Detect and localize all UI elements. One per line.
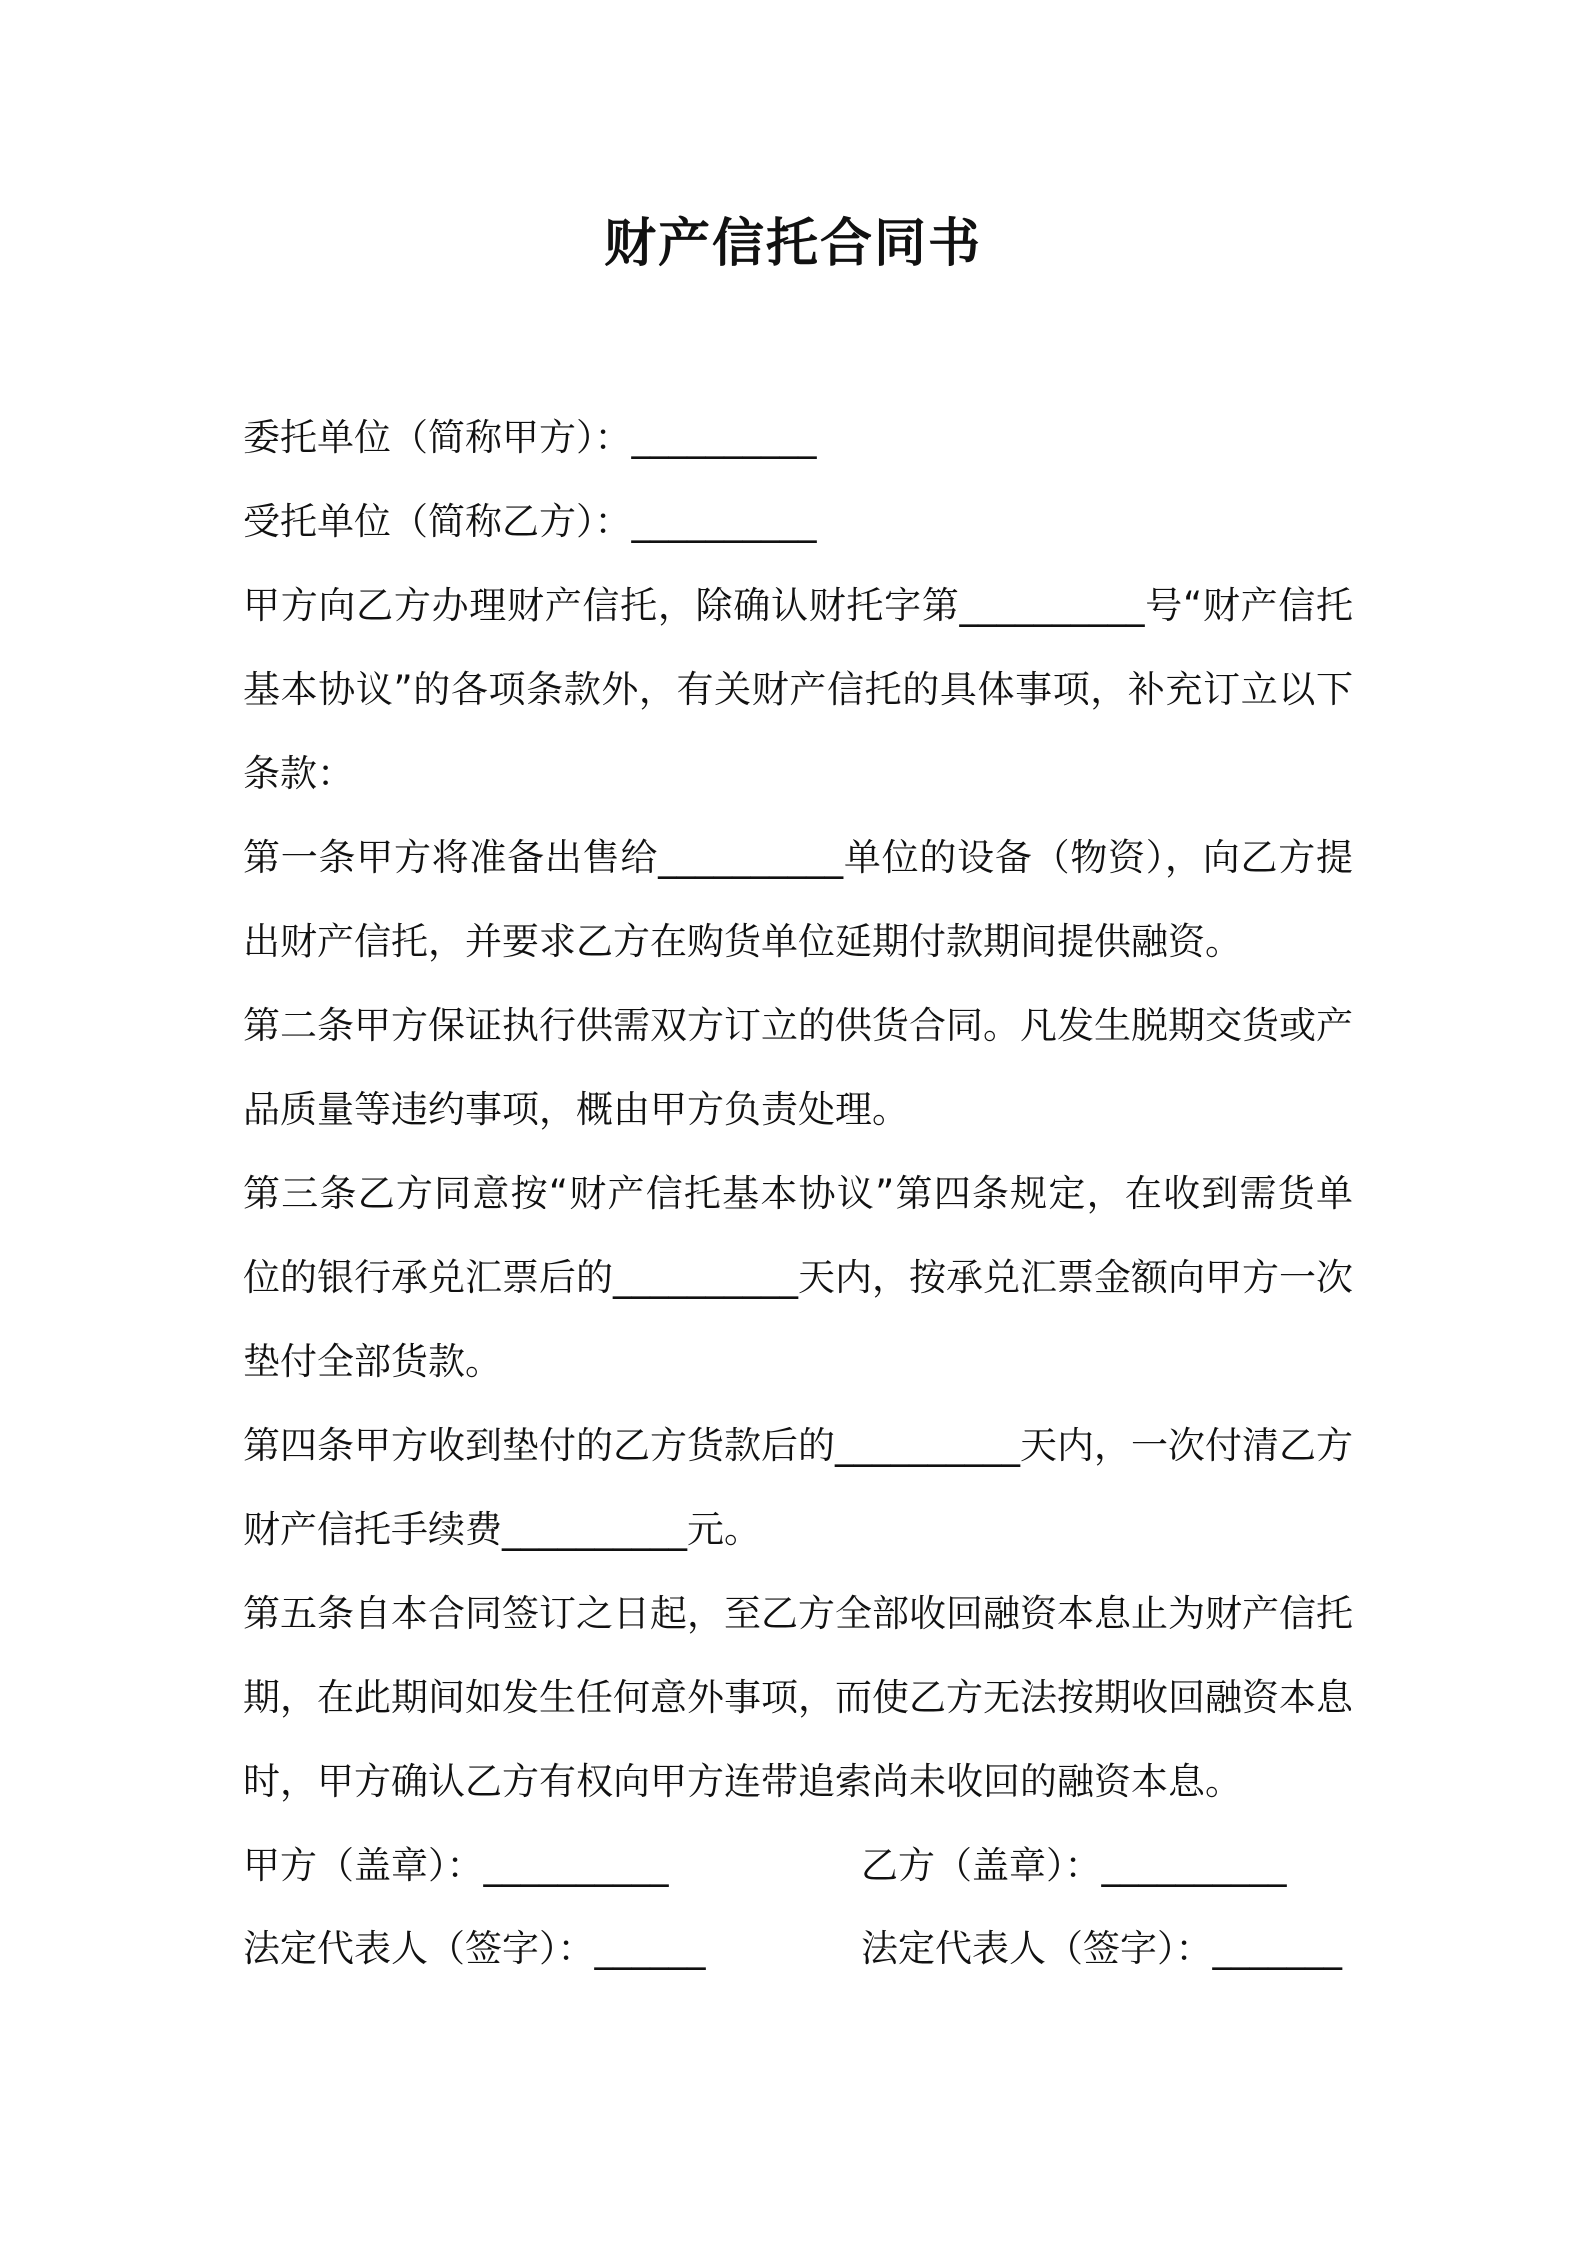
article-2-line-1: 第二条甲方保证执行供需双方订立的供货合同。凡发生脱期交货或产 <box>243 1004 1353 1047</box>
preamble-line-2: 基本协议”的各项条款外，有关财产信托的具体事项，补充订立以下 <box>243 668 1353 711</box>
article-5-line-1: 第五条自本合同签订之日起，至乙方全部收回融资本息止为财产信托 <box>243 1592 1353 1635</box>
article-5-line-3: 时，甲方确认乙方有权向甲方连带追索尚未收回的融资本息。 <box>243 1760 1242 1803</box>
document-title: 财产信托合同书 <box>603 214 982 274</box>
article-3-line-1: 第三条乙方同意按“财产信托基本协议”第四条规定，在收到需货单 <box>243 1172 1353 1215</box>
article-1-line-2: 出财产信托，并要求乙方在购货单位延期付款期间提供融资。 <box>243 920 1242 963</box>
party-b-line: 受托单位（简称乙方）：__________ <box>243 500 817 543</box>
article-5-line-2: 期，在此期间如发生任何意外事项，而使乙方无法按期收回融资本息 <box>243 1676 1353 1719</box>
article-4-line-2: 财产信托手续费__________元。 <box>243 1508 761 1551</box>
party-b-seal: 乙方（盖章）：__________ <box>861 1844 1287 1887</box>
party-b-representative: 法定代表人（签字）：_______ <box>861 1927 1342 1970</box>
preamble-line-1: 甲方向乙方办理财产信托，除确认财托字第__________号“财产信托 <box>243 584 1353 627</box>
contract-body <box>243 396 1353 1824</box>
party-a-line: 委托单位（简称甲方）：__________ <box>243 416 817 459</box>
party-a-seal: 甲方（盖章）：__________ <box>243 1844 669 1887</box>
preamble-line-3: 条款： <box>243 752 354 795</box>
article-3-line-3: 垫付全部货款。 <box>243 1340 502 1383</box>
signature-row-seal <box>243 1824 1353 1908</box>
signature-row-representative <box>243 1907 1353 1991</box>
article-1-line-1: 第一条甲方将准备出售给__________单位的设备（物资），向乙方提 <box>243 836 1353 879</box>
article-2-line-2: 品质量等违约事项，概由甲方负责处理。 <box>243 1088 909 1131</box>
party-a-representative: 法定代表人（签字）：______ <box>243 1927 706 1970</box>
article-3-line-2: 位的银行承兑汇票后的__________天内，按承兑汇票金额向甲方一次 <box>243 1256 1353 1299</box>
article-4-line-1: 第四条甲方收到垫付的乙方货款后的__________天内，一次付清乙方 <box>243 1424 1353 1467</box>
